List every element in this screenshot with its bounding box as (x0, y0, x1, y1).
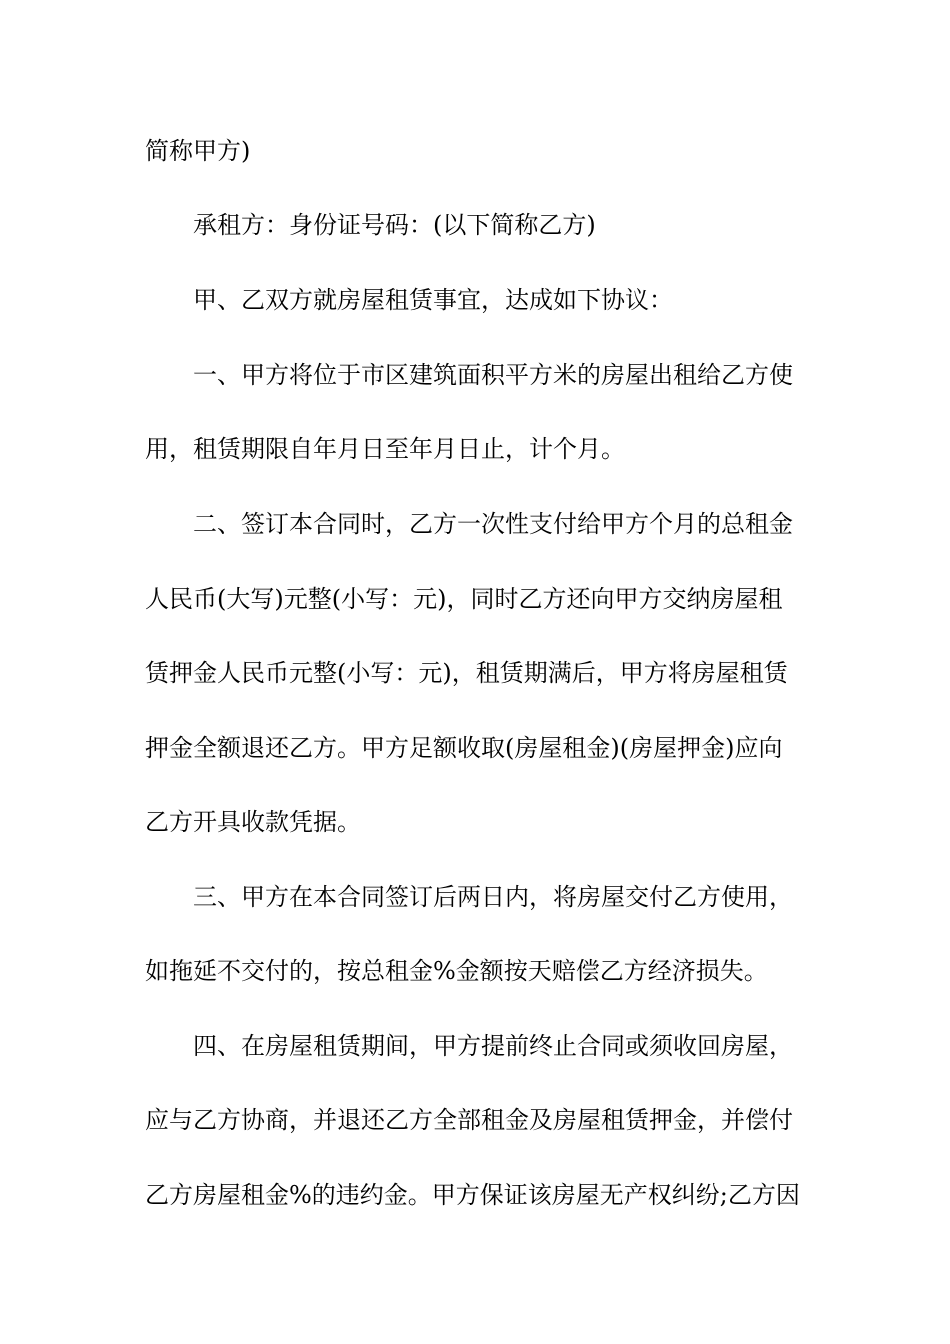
text-line-4: 一、甲方将位于市区建筑面积平方米的房屋出租给乙方使 (193, 361, 793, 389)
text-line-2: 承租方：身份证号码：(以下简称乙方) (193, 211, 596, 239)
text-line-9: 押金全额退还乙方。甲方足额收取(房屋租金)(房屋押金)应向 (145, 734, 783, 762)
text-line-10: 乙方开具收款凭据。 (145, 808, 361, 836)
text-line-3: 甲、乙双方就房屋租赁事宜，达成如下协议： (193, 286, 673, 314)
text-line-1: 简称甲方) (145, 137, 251, 165)
text-line-8: 赁押金人民币元整(小写：元)，租赁期满后，甲方将房屋租赁 (145, 659, 788, 687)
text-line-7: 人民币(大写)元整(小写：元)，同时乙方还向甲方交纳房屋租 (145, 585, 783, 613)
text-line-11: 三、甲方在本合同签订后两日内，将房屋交付乙方使用， (193, 883, 793, 911)
text-line-5: 用，租赁期限自年月日至年月日止，计个月。 (145, 435, 625, 463)
text-line-15: 乙方房屋租金%的违约金。甲方保证该房屋无产权纠纷;乙方因 (145, 1181, 800, 1209)
text-line-14: 应与乙方协商，并退还乙方全部租金及房屋租赁押金，并偿付 (145, 1106, 793, 1134)
text-line-12: 如拖延不交付的，按总租金%金额按天赔偿乙方经济损失。 (145, 957, 768, 985)
text-line-13: 四、在房屋租赁期间，甲方提前终止合同或须收回房屋， (193, 1032, 793, 1060)
text-line-6: 二、签订本合同时，乙方一次性支付给甲方个月的总租金 (193, 510, 793, 538)
